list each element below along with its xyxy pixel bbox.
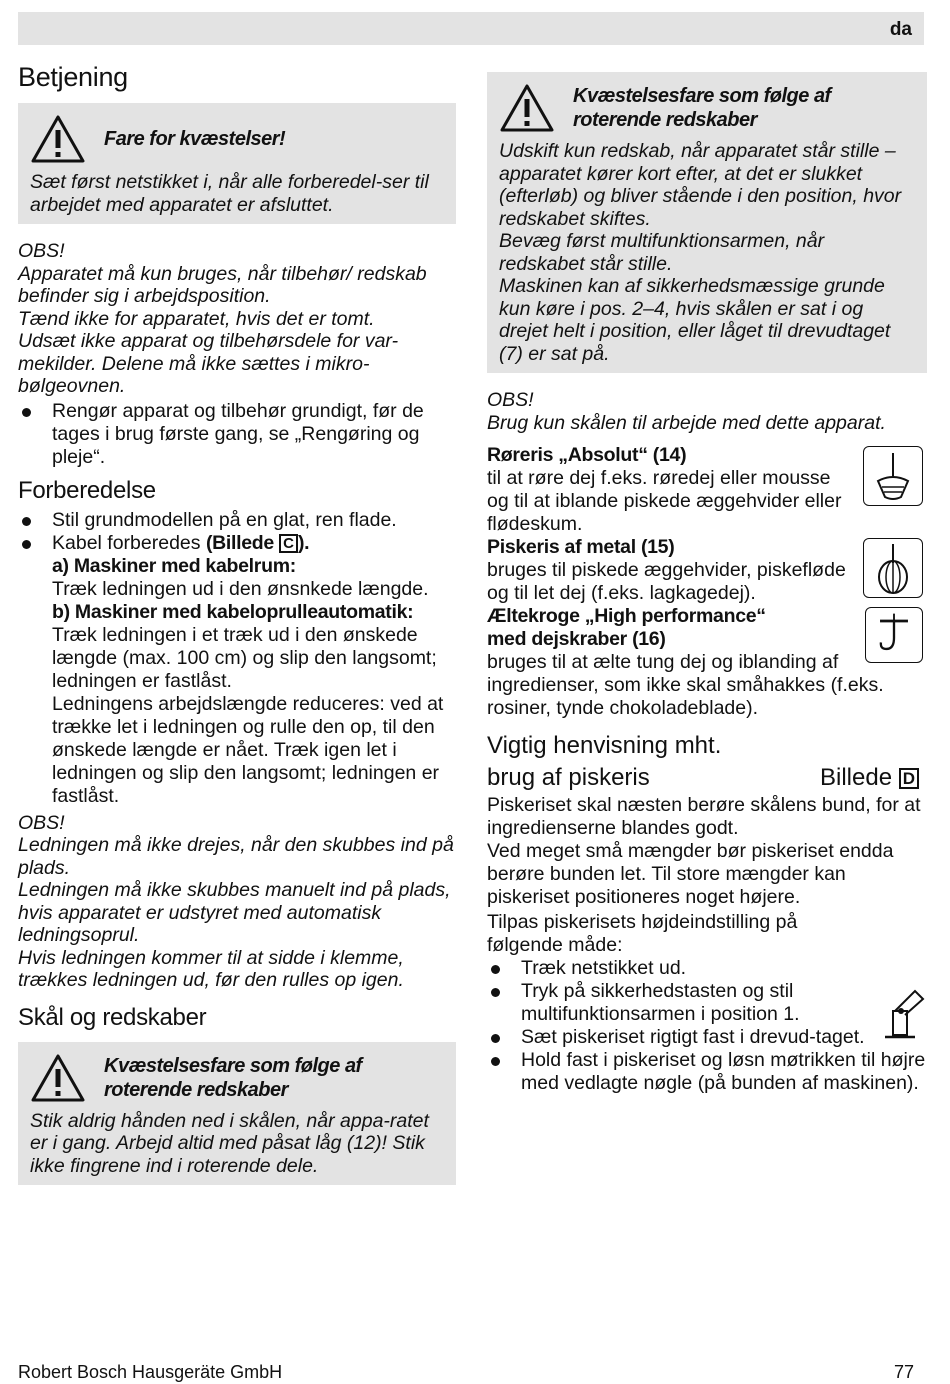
note-block-2 bbox=[18, 812, 456, 992]
paragraph: Ledningens arbejdslængde reduceres: ved at trække let i ledningen og rulle den op, til den ønskede længde er nået. Træk igen let i ledningen og slip den langsomt; ledningen er fastlåst. bbox=[52, 692, 444, 807]
left-column bbox=[18, 62, 456, 1195]
figure-reference: Billede D bbox=[820, 762, 919, 794]
warning-text: Stik aldrig hånden ned i skålen, når appa-ratet er i gang. Arbejd altid med påsat låg (12)! Stik ikke fingrene ind i roterende dele. bbox=[30, 1109, 429, 1177]
list-item: Træk netstikket ud. bbox=[487, 957, 867, 980]
bullet-icon bbox=[22, 540, 31, 549]
header-bar bbox=[18, 12, 924, 45]
paragraph: Træk ledningen i et træk ud i den ønskede længde (max. 100 cm) og slip den langsomt; ledningen er fastlåst. bbox=[52, 623, 437, 692]
subheading-b: b) Maskiner med kabeloprulleautomatik: bbox=[52, 600, 414, 623]
note-line: Brug kun skålen til arbejde med dette apparat. bbox=[487, 411, 886, 434]
right-column bbox=[487, 72, 927, 1095]
figure-letter-badge: C bbox=[279, 534, 298, 553]
warning-text: Sæt først netstikket i, når alle forberedel-ser til arbejdet med apparatet er afsluttet. bbox=[30, 171, 429, 216]
section-title-betjening: Betjening bbox=[18, 62, 128, 92]
warning-box-rotating bbox=[18, 1042, 456, 1186]
important-heading bbox=[487, 730, 927, 794]
warning-triangle-icon bbox=[30, 114, 86, 164]
bullet-icon bbox=[491, 988, 500, 997]
heading-line-2: brug af piskeris bbox=[487, 764, 650, 791]
note-block-3 bbox=[487, 389, 927, 434]
list-item: Stil grundmodellen på en glat, ren flade. bbox=[18, 509, 456, 532]
tool-text: til at røre dej f.eks. røredej eller mousse og til at iblande piskede æggehvider eller flødeskum. bbox=[487, 467, 842, 535]
metal-whisk-icon bbox=[863, 538, 923, 598]
warning-box-injury bbox=[18, 103, 456, 224]
tool-text: bruges til piskede æggehvider, piskefløde og til let dej (f.eks. lagkagedej). bbox=[487, 559, 846, 604]
stirring-whisk-icon bbox=[863, 446, 923, 506]
tool-title: Røreris „Absolut“ (14) bbox=[487, 444, 687, 466]
tool-item-stirrer bbox=[487, 444, 927, 536]
paragraph: Tilpas piskerisets højdeindstilling på følgende måde: bbox=[487, 911, 798, 956]
list-item: Tryk på sikkerhedstasten og stil multifunktionsarmen i position 1. bbox=[487, 980, 867, 1026]
bullet-icon bbox=[22, 517, 31, 526]
list-item: Kabel forberedes (Billede C ). bbox=[18, 532, 456, 555]
list-item: Hold fast i piskeriset og løsn møtrikken til højre med vedlagte nøgle (på bunden af maskinen). bbox=[487, 1049, 927, 1095]
note-label: OBS! bbox=[487, 389, 534, 411]
heading-line-1: Vigtig henvisning mht. bbox=[487, 732, 722, 759]
warning-title: Fare for kvæstelser! bbox=[104, 128, 286, 150]
warning-title: Kvæstelsesfare som følge af roterende redskaber bbox=[104, 1054, 362, 1101]
warning-box-rotating-tools bbox=[487, 72, 927, 373]
note-line: Hvis ledningen kommer til at sidde i klemme, trækkes ledningen ud, før den rulles op igen. bbox=[18, 946, 404, 991]
tool-item-kneading-hook bbox=[487, 605, 927, 651]
bullet-icon bbox=[491, 1057, 500, 1066]
note-line: Ledningen må ikke drejes, når den skubbes ind på plads. bbox=[18, 834, 454, 879]
note-line: Tænd ikke for apparatet, hvis det er tomt. bbox=[18, 307, 375, 330]
bullet-icon bbox=[491, 1034, 500, 1043]
warning-text: Udskift kun redskab, når apparatet står stille – apparatet kører kort efter, at det er slukket (efterløb) og bliver stående i den position, hvor redskabet skiftes. Bevæg først multifunktionsarmen, når redskabet står stille. Maskinen kan af sikkerhedsmæssige grunde kun køre i pos. 2–4, hvis skålen er sat i og drejet helt i position, eller låget til drevudtaget (7) er sat på. bbox=[499, 140, 902, 365]
kneading-hook-icon bbox=[865, 607, 923, 663]
warning-triangle-icon bbox=[30, 1053, 86, 1103]
figure-letter-badge: D bbox=[899, 768, 919, 789]
note-line: Udsæt ikke apparat og tilbehørsdele for var-mekilder. Delene må ikke sættes i mikro-bølgeovnen. bbox=[18, 330, 399, 397]
paragraph: Ved meget små mængder bør piskeriset endda berøre bunden let. Til store mængder kan piskeriset positioneres noget højere. bbox=[487, 840, 894, 908]
tool-item-metal-whisk bbox=[487, 536, 927, 605]
mixer-position-icon bbox=[881, 985, 927, 1041]
bullet-icon bbox=[491, 965, 500, 974]
note-line: Apparatet må kun bruges, når tilbehør/ redskab befinder sig i arbejdsposition. bbox=[18, 262, 427, 307]
tool-title: Piskeris af metal (15) bbox=[487, 536, 675, 558]
section-title-forberedelse: Forberedelse bbox=[18, 476, 156, 504]
footer-company: Robert Bosch Hausgeräte GmbH bbox=[18, 1362, 283, 1382]
warning-triangle-icon bbox=[499, 83, 555, 133]
language-code: da bbox=[889, 19, 912, 40]
list-item: Sæt piskeriset rigtigt fast i drevud-taget. bbox=[487, 1026, 867, 1049]
tool-text: bruges til at ælte tung dej og iblanding af ingredienser, som ikke skal småhakkes (f.eks. rosiner, tynde chokoladeblade). bbox=[487, 651, 884, 719]
paragraph: Piskeriset skal næsten berøre skålens bund, for at ingredienserne blandes godt. bbox=[487, 794, 921, 839]
note-block-1 bbox=[18, 240, 456, 398]
section-title-skal: Skål og redskaber bbox=[18, 1003, 207, 1031]
note-label: OBS! bbox=[18, 811, 65, 834]
paragraph: Træk ledningen ud i den ønsnkede længde. bbox=[52, 577, 429, 600]
bullet-icon bbox=[22, 408, 31, 417]
note-line: Ledningen må ikke skubbes manuelt ind på plads, hvis apparatet er udstyret med automatisk ledningsoprul. bbox=[18, 879, 451, 946]
tool-title: Æltekroge „High performance“ med dejskraber (16) bbox=[487, 605, 766, 650]
warning-title: Kvæstelsesfare som følge af roterende redskaber bbox=[573, 85, 831, 131]
note-label: OBS! bbox=[18, 240, 65, 262]
page-number: 77 bbox=[893, 1362, 914, 1382]
subheading-a: a) Maskiner med kabelrum: bbox=[52, 554, 296, 577]
list-item: Rengør apparat og tilbehør grundigt, før de tages i brug første gang, se „Rengøring og pleje“. bbox=[18, 400, 456, 469]
